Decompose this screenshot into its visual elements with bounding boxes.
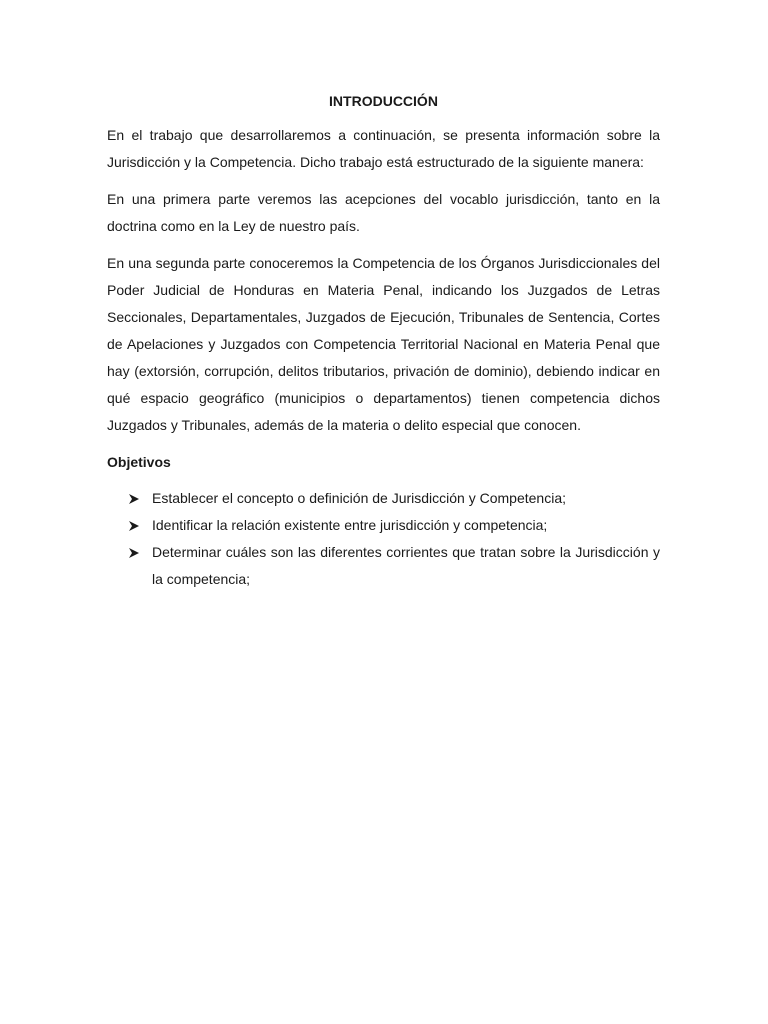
intro-paragraph-2: En una primera parte veremos las acepciones del vocablo jurisdicción, tanto en la doctrina como en la Ley de nuestro país. — [107, 191, 660, 234]
objective-text: Identificar la relación existente entre jurisdicción y competencia; — [152, 517, 548, 533]
objectives-list — [107, 485, 660, 593]
arrowhead-bullet-icon — [129, 521, 139, 531]
objective-text: Determinar cuáles son las diferentes corrientes que tratan sobre la Jurisdicción y la competencia; — [152, 544, 660, 587]
objective-text: Establecer el concepto o definición de Jurisdicción y Competencia; — [152, 490, 567, 506]
arrowhead-bullet-icon — [129, 548, 139, 558]
arrowhead-bullet-icon — [129, 494, 139, 504]
objective-item — [107, 512, 660, 539]
objective-item — [107, 485, 660, 512]
document-title: INTRODUCCIÓN — [329, 93, 438, 109]
document-page — [107, 88, 660, 593]
intro-paragraph-3: En una segunda parte conoceremos la Competencia de los Órganos Jurisdiccionales del Poder Judicial de Honduras en Materia Penal, indicando los Juzgados de Letras Seccionales, Departamentales, Juzgados de Ejecución, Tribunales de Sentencia, Cortes de Apelaciones y Juzgados con Competencia Territorial Nacional en Materia Penal que hay (extorsión, corrupción, delitos tributarios, privación de dominio), debiendo indicar en qué espacio geográfico (municipios o departamentos) tienen competencia dichos Juzgados y Tribunales, además de la materia o delito especial que conocen. — [107, 255, 660, 433]
objectives-heading: Objetivos — [107, 454, 171, 470]
intro-paragraph-1: En el trabajo que desarrollaremos a continuación, se presenta información sobre la Jurisdicción y la Competencia. Dicho trabajo está estructurado de la siguiente manera: — [107, 127, 660, 170]
objective-item — [107, 539, 660, 593]
